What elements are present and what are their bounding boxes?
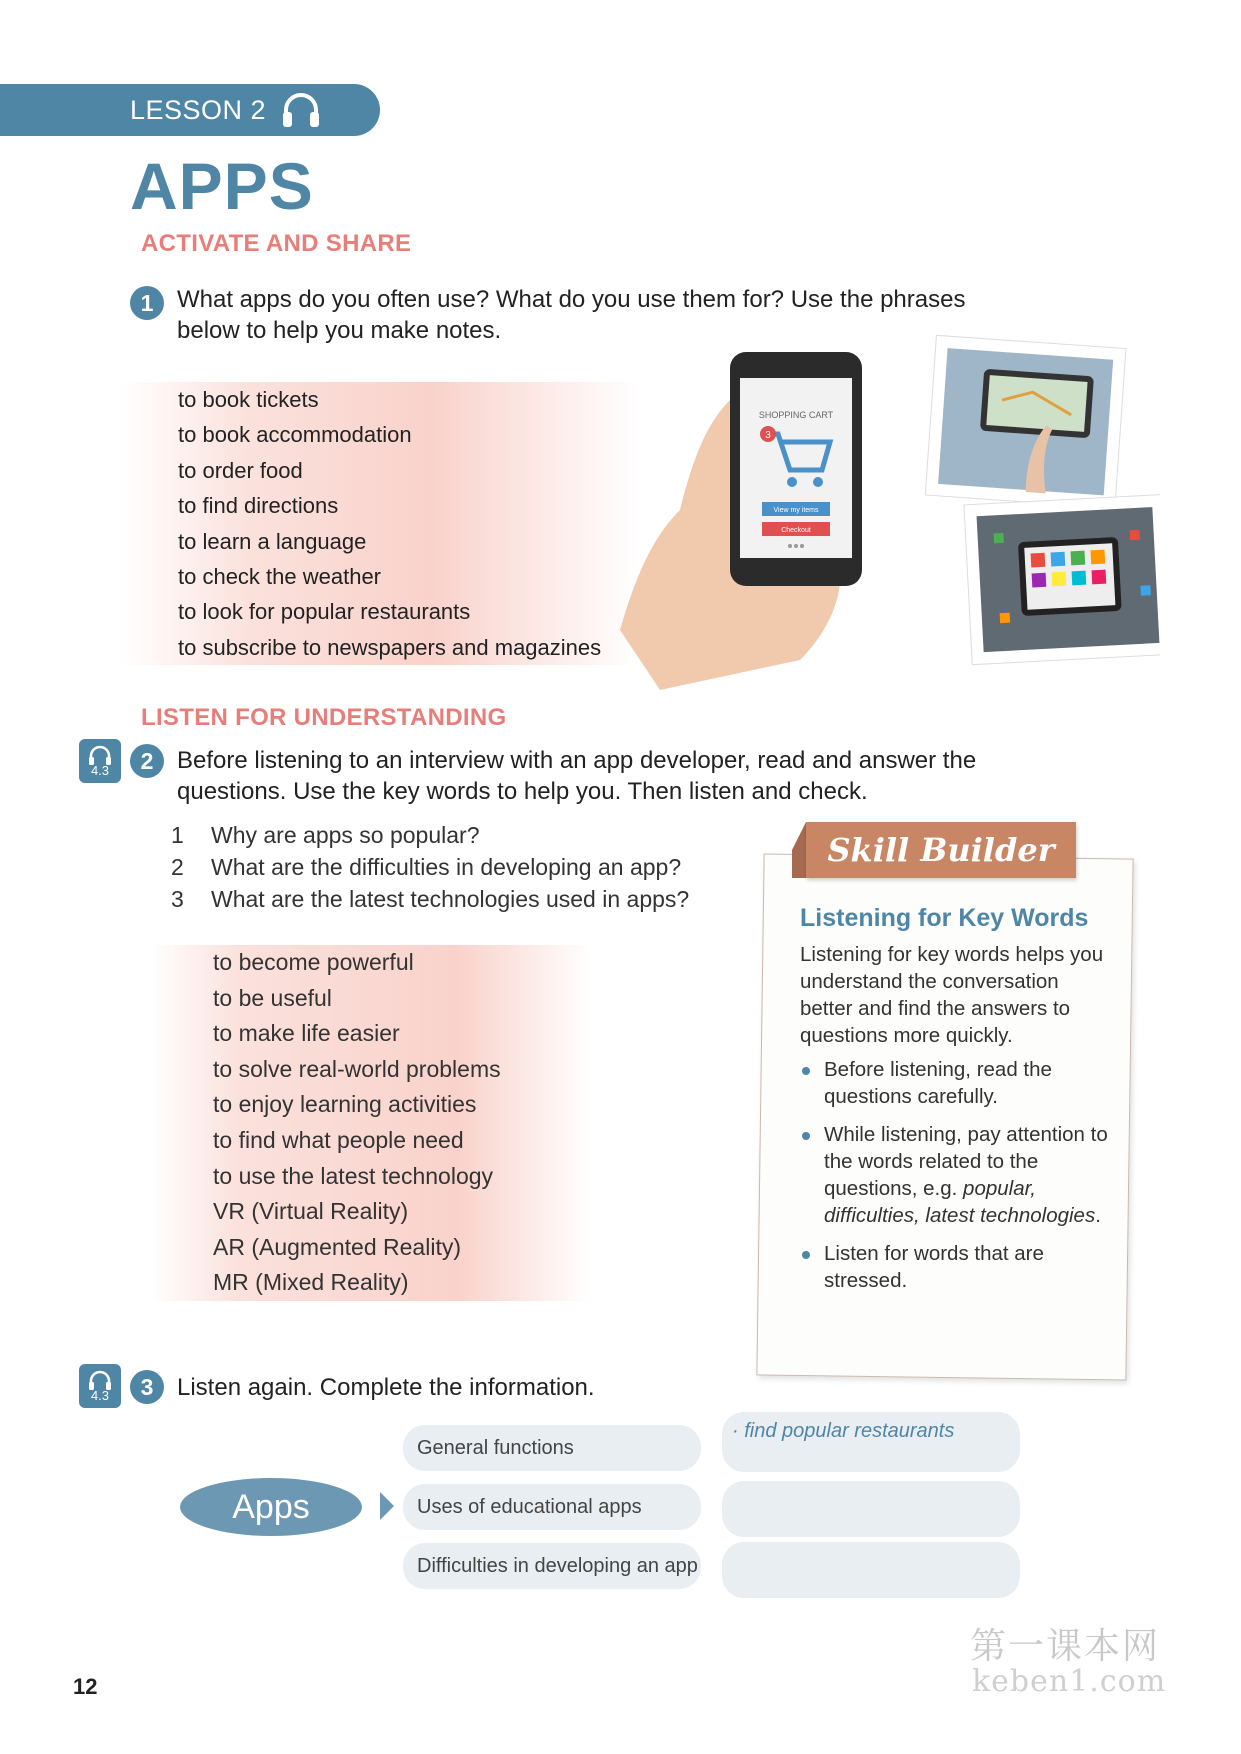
phrase-item: to check the weather bbox=[178, 563, 382, 589]
category-difficulties: Difficulties in developing an app bbox=[403, 1543, 701, 1589]
checkout-button: Checkout bbox=[781, 527, 811, 534]
answer-example-text: find popular restaurants bbox=[744, 1420, 955, 1442]
phrase-item: to book accommodation bbox=[178, 422, 412, 448]
watermark-en: keben1.com bbox=[972, 1664, 1167, 1699]
view-items-button: View my items bbox=[773, 507, 819, 514]
phrase-item: to learn a language bbox=[178, 528, 367, 554]
photo-navigation bbox=[925, 335, 1126, 508]
key-word-item: to make life easier bbox=[213, 1020, 400, 1047]
audio-track-badge[interactable] bbox=[79, 739, 121, 783]
key-word-item: to solve real-world problems bbox=[213, 1055, 501, 1082]
headphones-icon bbox=[280, 90, 322, 130]
instruction-line: Before listening to an interview with an app developer, read and answer the bbox=[177, 747, 977, 774]
answer-field-educational-apps[interactable] bbox=[722, 1481, 1020, 1537]
lesson-label: LESSON 2 bbox=[130, 94, 267, 125]
question-number: 2 bbox=[171, 854, 184, 880]
page-title: APPS bbox=[130, 149, 314, 223]
category-general-functions: General functions bbox=[403, 1425, 701, 1471]
phrase-item: to order food bbox=[178, 457, 303, 483]
key-word-item: AR (Augmented Reality) bbox=[213, 1233, 461, 1260]
key-words-list bbox=[150, 945, 590, 1301]
answer-field-general-functions[interactable] bbox=[722, 1412, 1020, 1472]
phrase-item: to subscribe to newspapers and magazines bbox=[178, 634, 602, 660]
question-list bbox=[171, 819, 689, 915]
question-text: What are the difficulties in developing an app? bbox=[211, 854, 682, 880]
skill-bullet: Before listening, read the questions carefully. bbox=[800, 1056, 1112, 1110]
instruction-line: questions. Use the key words to help you. Then listen and check. bbox=[177, 778, 868, 805]
skill-bullet: Listen for words that are stressed. bbox=[800, 1240, 1112, 1294]
key-word-item: to be useful bbox=[213, 984, 332, 1011]
key-word-item: to become powerful bbox=[213, 949, 414, 975]
skill-banner-fold bbox=[792, 822, 806, 878]
skill-builder-bullets bbox=[800, 1056, 1112, 1294]
category-educational-apps: Uses of educational apps bbox=[403, 1484, 701, 1530]
answer-field-difficulties[interactable] bbox=[722, 1542, 1020, 1598]
phrase-item: to book tickets bbox=[178, 387, 319, 412]
exercise-number-2: 2 bbox=[130, 744, 164, 778]
shopping-cart-label: SHOPPING CART bbox=[758, 410, 834, 420]
phone-illustration bbox=[600, 330, 1160, 690]
headphones-icon bbox=[88, 1370, 112, 1390]
exercise-3-instruction: Listen again. Complete the information. bbox=[177, 1374, 595, 1401]
question-number: 1 bbox=[171, 822, 184, 848]
phrase-item: to look for popular restaurants bbox=[178, 599, 471, 625]
phrase-item: to find directions bbox=[178, 493, 339, 519]
section-heading-activate: ACTIVATE AND SHARE bbox=[141, 230, 412, 257]
question-item bbox=[171, 851, 689, 883]
section-heading-listen: LISTEN FOR UNDERSTANDING bbox=[141, 704, 507, 731]
instruction-line: below to help you make notes. bbox=[177, 317, 502, 344]
question-item bbox=[171, 883, 689, 915]
photo-tablet-apps bbox=[964, 494, 1160, 664]
watermark-cn: 第一课本网 bbox=[970, 1625, 1161, 1666]
apps-root-node: Apps bbox=[180, 1478, 362, 1536]
key-word-item: to use the latest technology bbox=[213, 1162, 494, 1189]
question-item bbox=[171, 819, 689, 851]
key-word-item: MR (Mixed Reality) bbox=[213, 1269, 409, 1296]
key-word-item: VR (Virtual Reality) bbox=[213, 1198, 409, 1225]
exercise-number-3: 3 bbox=[130, 1370, 164, 1404]
exercise-number-1: 1 bbox=[130, 286, 164, 320]
lesson-tab bbox=[0, 84, 380, 136]
headphones-icon bbox=[88, 745, 112, 765]
key-word-item: to find what people need bbox=[213, 1126, 464, 1153]
cart-badge: 3 bbox=[765, 430, 771, 441]
skill-builder-intro: Listening for key words helps you understand the conversation better and find the answers to questions more quickly. bbox=[800, 943, 1104, 1047]
question-number: 3 bbox=[171, 886, 184, 912]
skill-bullet bbox=[800, 1121, 1112, 1229]
skill-bullet-text: While listening, pay attention to the words related to the questions, e.g. bbox=[824, 1123, 1108, 1200]
arrow-right-icon bbox=[380, 1492, 394, 1520]
skill-bullet-text: . bbox=[1095, 1204, 1101, 1227]
skill-bullet-italic: popular, difficulties, latest technologies bbox=[824, 1177, 1096, 1227]
question-text: What are the latest technologies used in apps? bbox=[211, 886, 690, 912]
page-number: 12 bbox=[73, 1674, 98, 1699]
phrase-list bbox=[120, 382, 640, 665]
instruction-line: What apps do you often use? What do you use them for? Use the phrases bbox=[177, 286, 966, 313]
answer-example: · find popular restaurants bbox=[732, 1420, 955, 1442]
audio-track-number: 4.3 bbox=[90, 1387, 110, 1403]
apps-illustration bbox=[600, 330, 1160, 690]
exercise-2-instruction bbox=[177, 745, 976, 807]
skill-builder-banner: Skill Builder bbox=[806, 822, 1076, 878]
question-text: Why are apps so popular? bbox=[211, 822, 480, 848]
audio-track-badge[interactable] bbox=[79, 1364, 121, 1408]
skill-builder-subtitle: Listening for Key Words bbox=[800, 904, 1089, 932]
key-word-item: to enjoy learning activities bbox=[213, 1091, 477, 1118]
audio-track-number: 4.3 bbox=[90, 762, 110, 778]
